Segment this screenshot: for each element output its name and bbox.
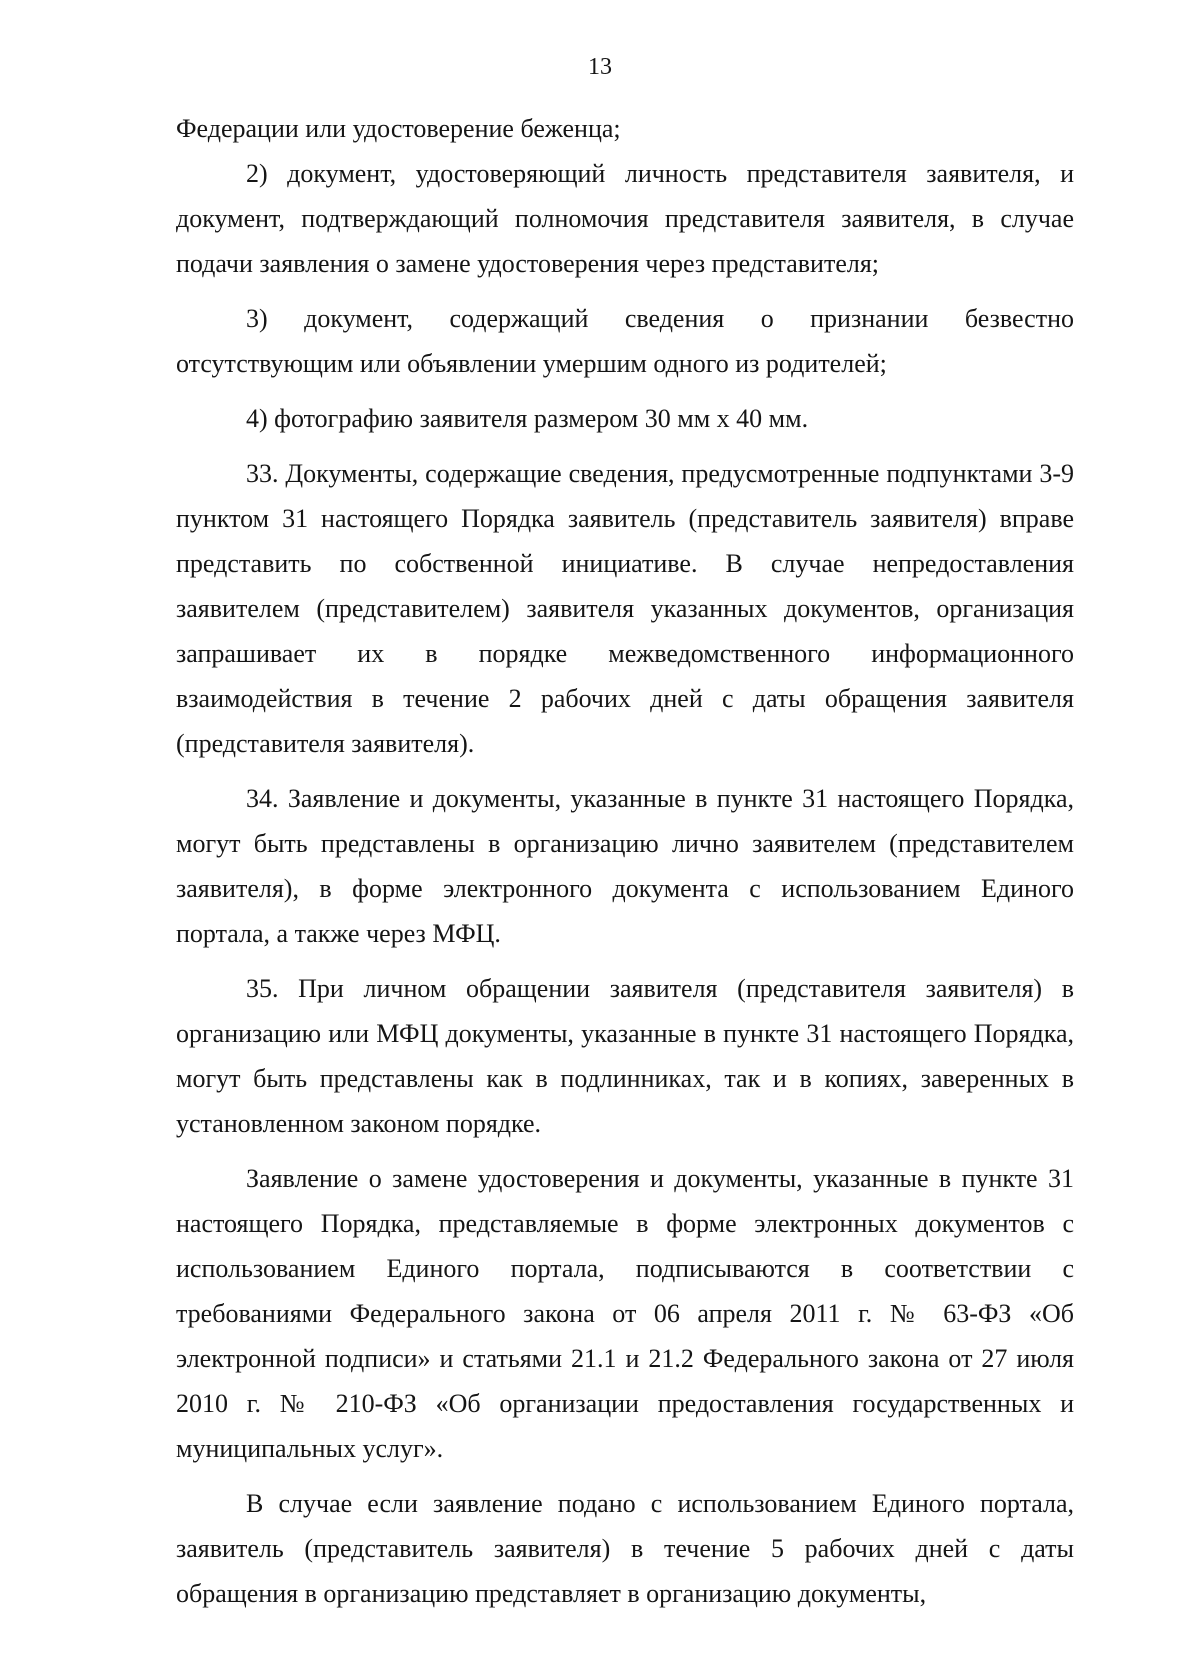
paragraph-35: 35. При личном обращении заявителя (представителя заявителя) в организацию или МФЦ документы, указанные в пункте 31 настоящего Порядка, могут быть представлены как в подлинниках, так и в копиях, заверенных в установленном законом порядке.	[176, 974, 1074, 1138]
paragraph-unified-portal: В случае если заявление подано с использованием Единого портала, заявитель (представитель заявителя) в течение 5 рабочих дней с даты обращения в организацию представляет в организацию документы,	[176, 1489, 1074, 1608]
document-body	[176, 106, 1074, 1626]
paragraph-item-3: 3) документ, содержащий сведения о признании безвестно отсутствующим или объявлении умершим одного из родителей;	[176, 304, 1074, 378]
paragraph-item-2: 2) документ, удостоверяющий личность представителя заявителя, и документ, подтверждающий полномочия представителя заявителя, в случае подачи заявления о замене удостоверения через представителя;	[176, 159, 1074, 278]
paragraph-33: 33. Документы, содержащие сведения, предусмотренные подпунктами 3-9 пунктом 31 настоящего Порядка заявитель (представитель заявителя) вправе представить по собственной инициативе. В случае непредоставления заявителем (представителем) заявителя указанных документов, организация запрашивает их в порядке межведомственного информационного взаимодействия в течение 2 рабочих дней с даты обращения заявителя (представителя заявителя).	[176, 459, 1074, 758]
page-number: 13	[588, 54, 612, 80]
paragraph-electronic-documents: Заявление о замене удостоверения и документы, указанные в пункте 31 настоящего Порядка, представляемые в форме электронных документов с использованием Единого портала, подписываются в соответствии с требованиями Федерального закона от 06 апреля 2011 г. № 63-ФЗ «Об электронной подписи» и статьями 21.1 и 21.2 Федерального закона от 27 июля 2010 г. № 210-ФЗ «Об организации предоставления государственных и муниципальных услуг».	[176, 1164, 1074, 1463]
paragraph-item-4: 4) фотографию заявителя размером 30 мм х 40 мм.	[246, 404, 809, 433]
paragraph-continuation: Федерации или удостоверение беженца;	[176, 114, 621, 143]
paragraph-34: 34. Заявление и документы, указанные в пункте 31 настоящего Порядка, могут быть представлены в организацию лично заявителем (представителем заявителя), в форме электронного документа с использованием Единого портала, а также через МФЦ.	[176, 784, 1074, 948]
